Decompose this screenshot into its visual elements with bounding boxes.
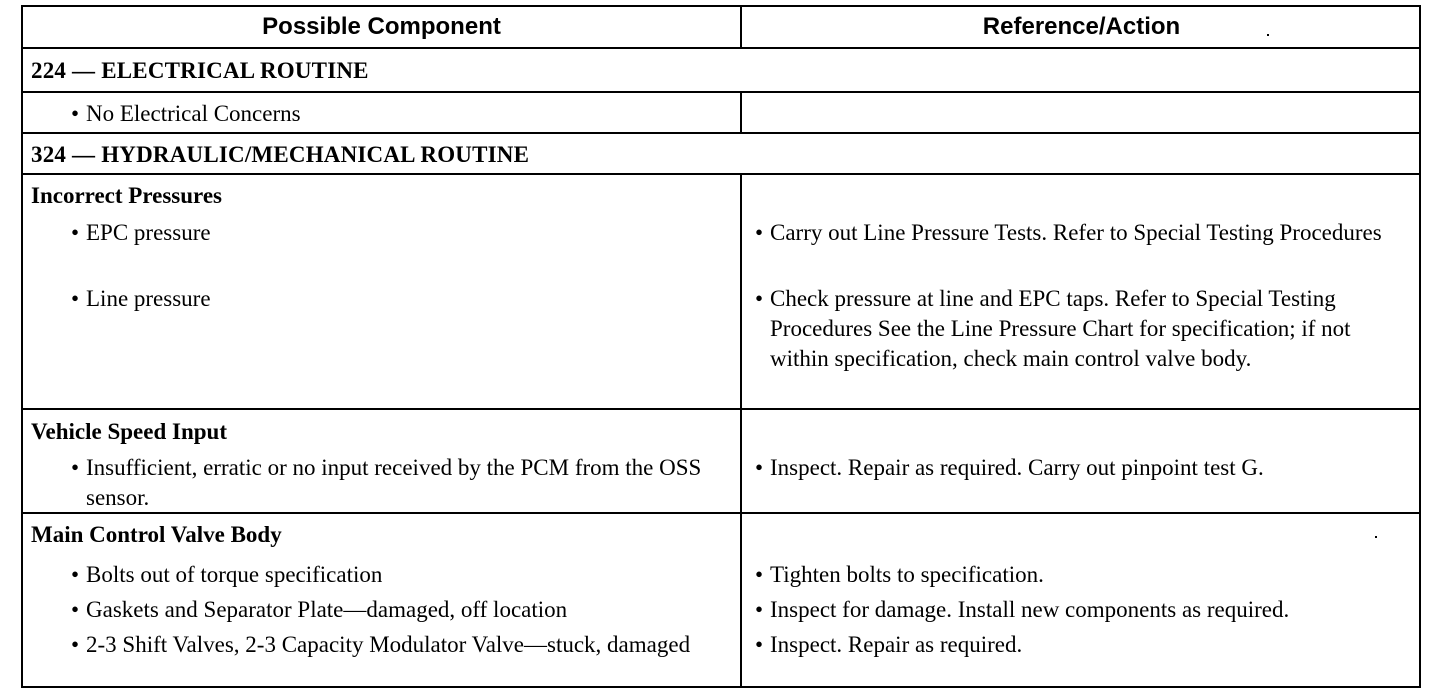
action-item [755, 560, 1405, 590]
section-title-224: 224 — ELECTRICAL ROUTINE [31, 58, 369, 83]
bullet: • [71, 562, 80, 587]
table-row [23, 514, 1419, 688]
bullet: • [71, 455, 80, 480]
action-item [755, 284, 1405, 374]
item-text: Insufficient, erratic or no input received by the PCM from the OSS sensor. [86, 455, 702, 510]
list-item [71, 595, 721, 625]
column-header-reference-action: Reference/Action [982, 13, 1181, 40]
scan-speck [1375, 536, 1377, 538]
category-title: Main Control Valve Body [31, 522, 282, 547]
list-item [71, 453, 721, 513]
section-row-224 [23, 49, 1419, 93]
category-title: Vehicle Speed Input [31, 419, 227, 444]
table-row [23, 93, 1419, 134]
diagnostic-table [21, 5, 1421, 688]
list-item [71, 560, 721, 590]
table-row [23, 410, 1419, 514]
action-item [755, 218, 1405, 248]
action-item [755, 630, 1405, 660]
item-text: Line pressure [86, 286, 211, 311]
item-text: Gaskets and Separator Plate—damaged, off location [86, 597, 568, 622]
action-item [755, 453, 1405, 483]
bullet: • [755, 632, 764, 657]
column-divider [740, 410, 742, 512]
item-text: 2-3 Shift Valves, 2-3 Capacity Modulator Valve—stuck, damaged [86, 632, 691, 657]
item-text: EPC pressure [86, 220, 211, 245]
bullet: • [755, 562, 764, 587]
bullet: • [755, 286, 764, 311]
action-text: Carry out Line Pressure Tests. Refer to Special Testing Procedures [770, 220, 1382, 245]
list-item [71, 218, 721, 248]
bullet: • [71, 597, 80, 622]
scan-speck [1267, 34, 1269, 36]
section-row-324 [23, 134, 1419, 175]
action-text: Inspect for damage. Install new components as required. [770, 597, 1290, 622]
list-item [71, 99, 721, 129]
action-text: Inspect. Repair as required. Carry out pinpoint test G. [770, 455, 1264, 480]
bullet: • [71, 101, 80, 126]
item-text: Bolts out of torque specification [86, 562, 383, 587]
section-title-324: 324 — HYDRAULIC/MECHANICAL ROUTINE [31, 142, 530, 167]
column-divider [740, 93, 742, 132]
action-text: Tighten bolts to specification. [770, 562, 1044, 587]
list-item [71, 630, 721, 660]
column-divider [740, 175, 742, 408]
table-row [23, 175, 1419, 410]
item-text: No Electrical Concerns [86, 101, 301, 126]
list-item [71, 284, 721, 314]
category-title: Incorrect Pressures [31, 183, 222, 208]
column-divider [740, 514, 742, 688]
action-item [755, 595, 1405, 625]
column-header-possible-component: Possible Component [262, 13, 501, 40]
bullet: • [71, 286, 80, 311]
bullet: • [755, 455, 764, 480]
action-text: Check pressure at line and EPC taps. Refer to Special Testing Procedures See the Line Pressure Chart for specification; if not within specification, check main control valve body. [770, 286, 1351, 371]
bullet: • [71, 632, 80, 657]
bullet: • [755, 597, 764, 622]
bullet: • [71, 220, 80, 245]
bullet: • [755, 220, 764, 245]
action-text: Inspect. Repair as required. [770, 632, 1023, 657]
table-header [23, 7, 1419, 49]
